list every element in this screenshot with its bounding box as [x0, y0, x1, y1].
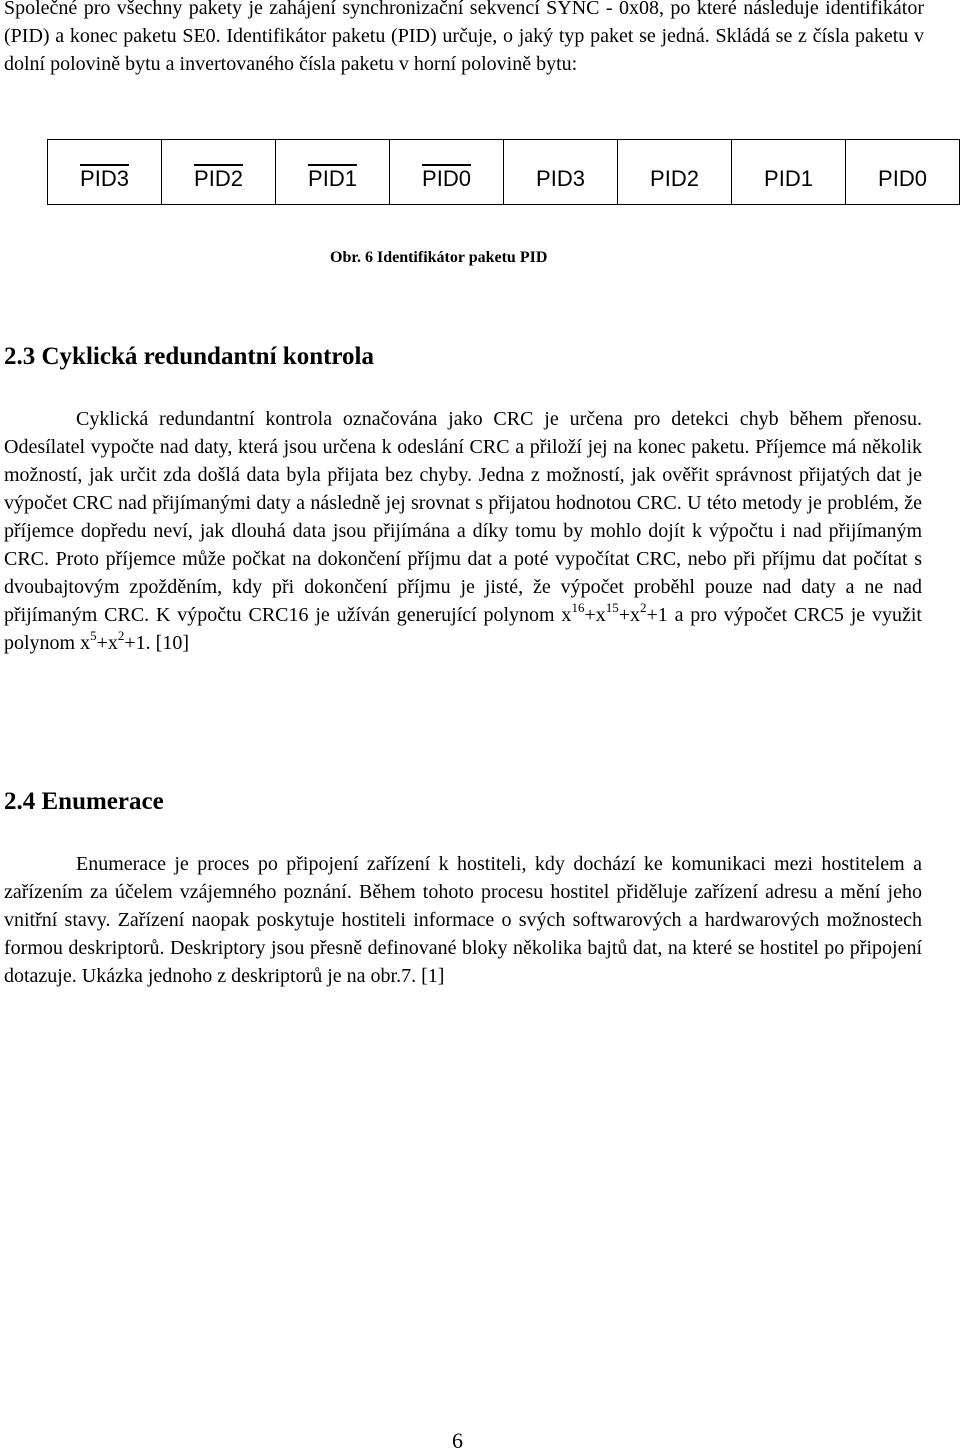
pid-figure-table — [47, 139, 960, 205]
pid-cell-label: PID3 — [536, 166, 585, 191]
enumeration-paragraph: Enumerace je proces po připojení zařízení k hostiteli, kdy dochází ke komunikaci mezi hostitelem a zařízením za účelem vzájemného poznání. Během tohoto procesu hostitel přiděluje zařízení adresu a mění jeho vnitřní stavy. Zařízení naopak poskytuje hostiteli informace o svých softwarových a hardwarových možnostech formou deskriptorů. Deskriptory jsou přesně definované bloky několika bajtů dat, na které se hostitel po připojení dotazuje. Ukázka jednoho z deskriptorů je na obr.7. [1] — [4, 853, 922, 987]
section-heading-enumeration: 2.4 Enumerace — [4, 788, 164, 815]
pid-cell — [618, 140, 732, 205]
pid-cell — [732, 140, 846, 205]
pid-cell-label: PID1 — [764, 166, 813, 191]
polynomial-term: +x — [584, 604, 606, 626]
exponent: 16 — [571, 600, 585, 615]
pid-cell — [48, 140, 162, 205]
pid-cell — [276, 140, 390, 205]
polynomial-term: +x — [618, 604, 640, 626]
pid-cell-label: PID2 — [650, 166, 699, 191]
polynomial-term: +x — [96, 632, 118, 654]
pid-cell-label-inverted: PID3 — [80, 166, 129, 191]
crc-text-tail: +1. [10] — [124, 632, 190, 654]
crc-paragraph — [4, 405, 922, 657]
exponent: 5 — [90, 628, 97, 643]
exponent: 15 — [605, 600, 619, 615]
pid-cell — [504, 140, 618, 205]
exponent: 2 — [640, 600, 647, 615]
page-number: 6 — [452, 1428, 463, 1453]
pid-cell-label-inverted: PID1 — [308, 166, 357, 191]
pid-cell — [390, 140, 504, 205]
pid-table-row — [48, 140, 960, 205]
intro-paragraph: Společné pro všechny pakety je zahájení synchronizační sekvencí SYNC - 0x08, po které následuje identifikátor (PID) a konec paketu SE0. Identifikátor paketu (PID) určuje, o jaký typ paket se jedná. Skládá se z čísla paketu v dolní polovině bytu a invertovaného čísla paketu v horní polovině bytu: — [4, 0, 924, 75]
exponent: 2 — [117, 628, 125, 643]
pid-cell — [162, 140, 276, 205]
pid-cell — [846, 140, 960, 205]
pid-cell-label-inverted: PID0 — [422, 166, 471, 191]
polynomial-term: +1 a pro výpočet CRC5 je využit polynom x — [4, 604, 922, 654]
section-heading-crc: 2.3 Cyklická redundantní kontrola — [4, 343, 375, 370]
figure-caption: Obr. 6 Identifikátor paketu PID — [330, 249, 548, 266]
crc-text: Cyklická redundantní kontrola označována jako CRC je určena pro detekci chyb během přenosu. Odesílatel vypočte nad daty, která jsou určena k odeslání CRC a přiloží jej na konec paketu. Příjemce má několik možností, jak určit zda došlá data byla přijata bez chyby. Jedna z možností, jak ověřit správnost přijatých dat je výpočet CRC nad přijímanými daty a následně jej srovnat s přijatou hodnotou CRC. U této metody je problém, že příjemce dopředu neví, jak dlouhá data jsou přijímána a díky tomu by mohlo dojít k výpočtu i nad přijímaným CRC. Proto příjemce může počkat na dokončení příjmu dat a poté vypočítat CRC, nebo při příjmu dat počítat s dvoubajtovým zpožděním, kdy při dokončení příjmu je jisté, že výpočet proběhl pouze nad daty a ne nad přijímaným CRC. K výpočtu CRC16 je užíván generující polynom x — [4, 408, 922, 626]
pid-cell-label-inverted: PID2 — [194, 166, 243, 191]
pid-cell-label: PID0 — [878, 166, 927, 191]
